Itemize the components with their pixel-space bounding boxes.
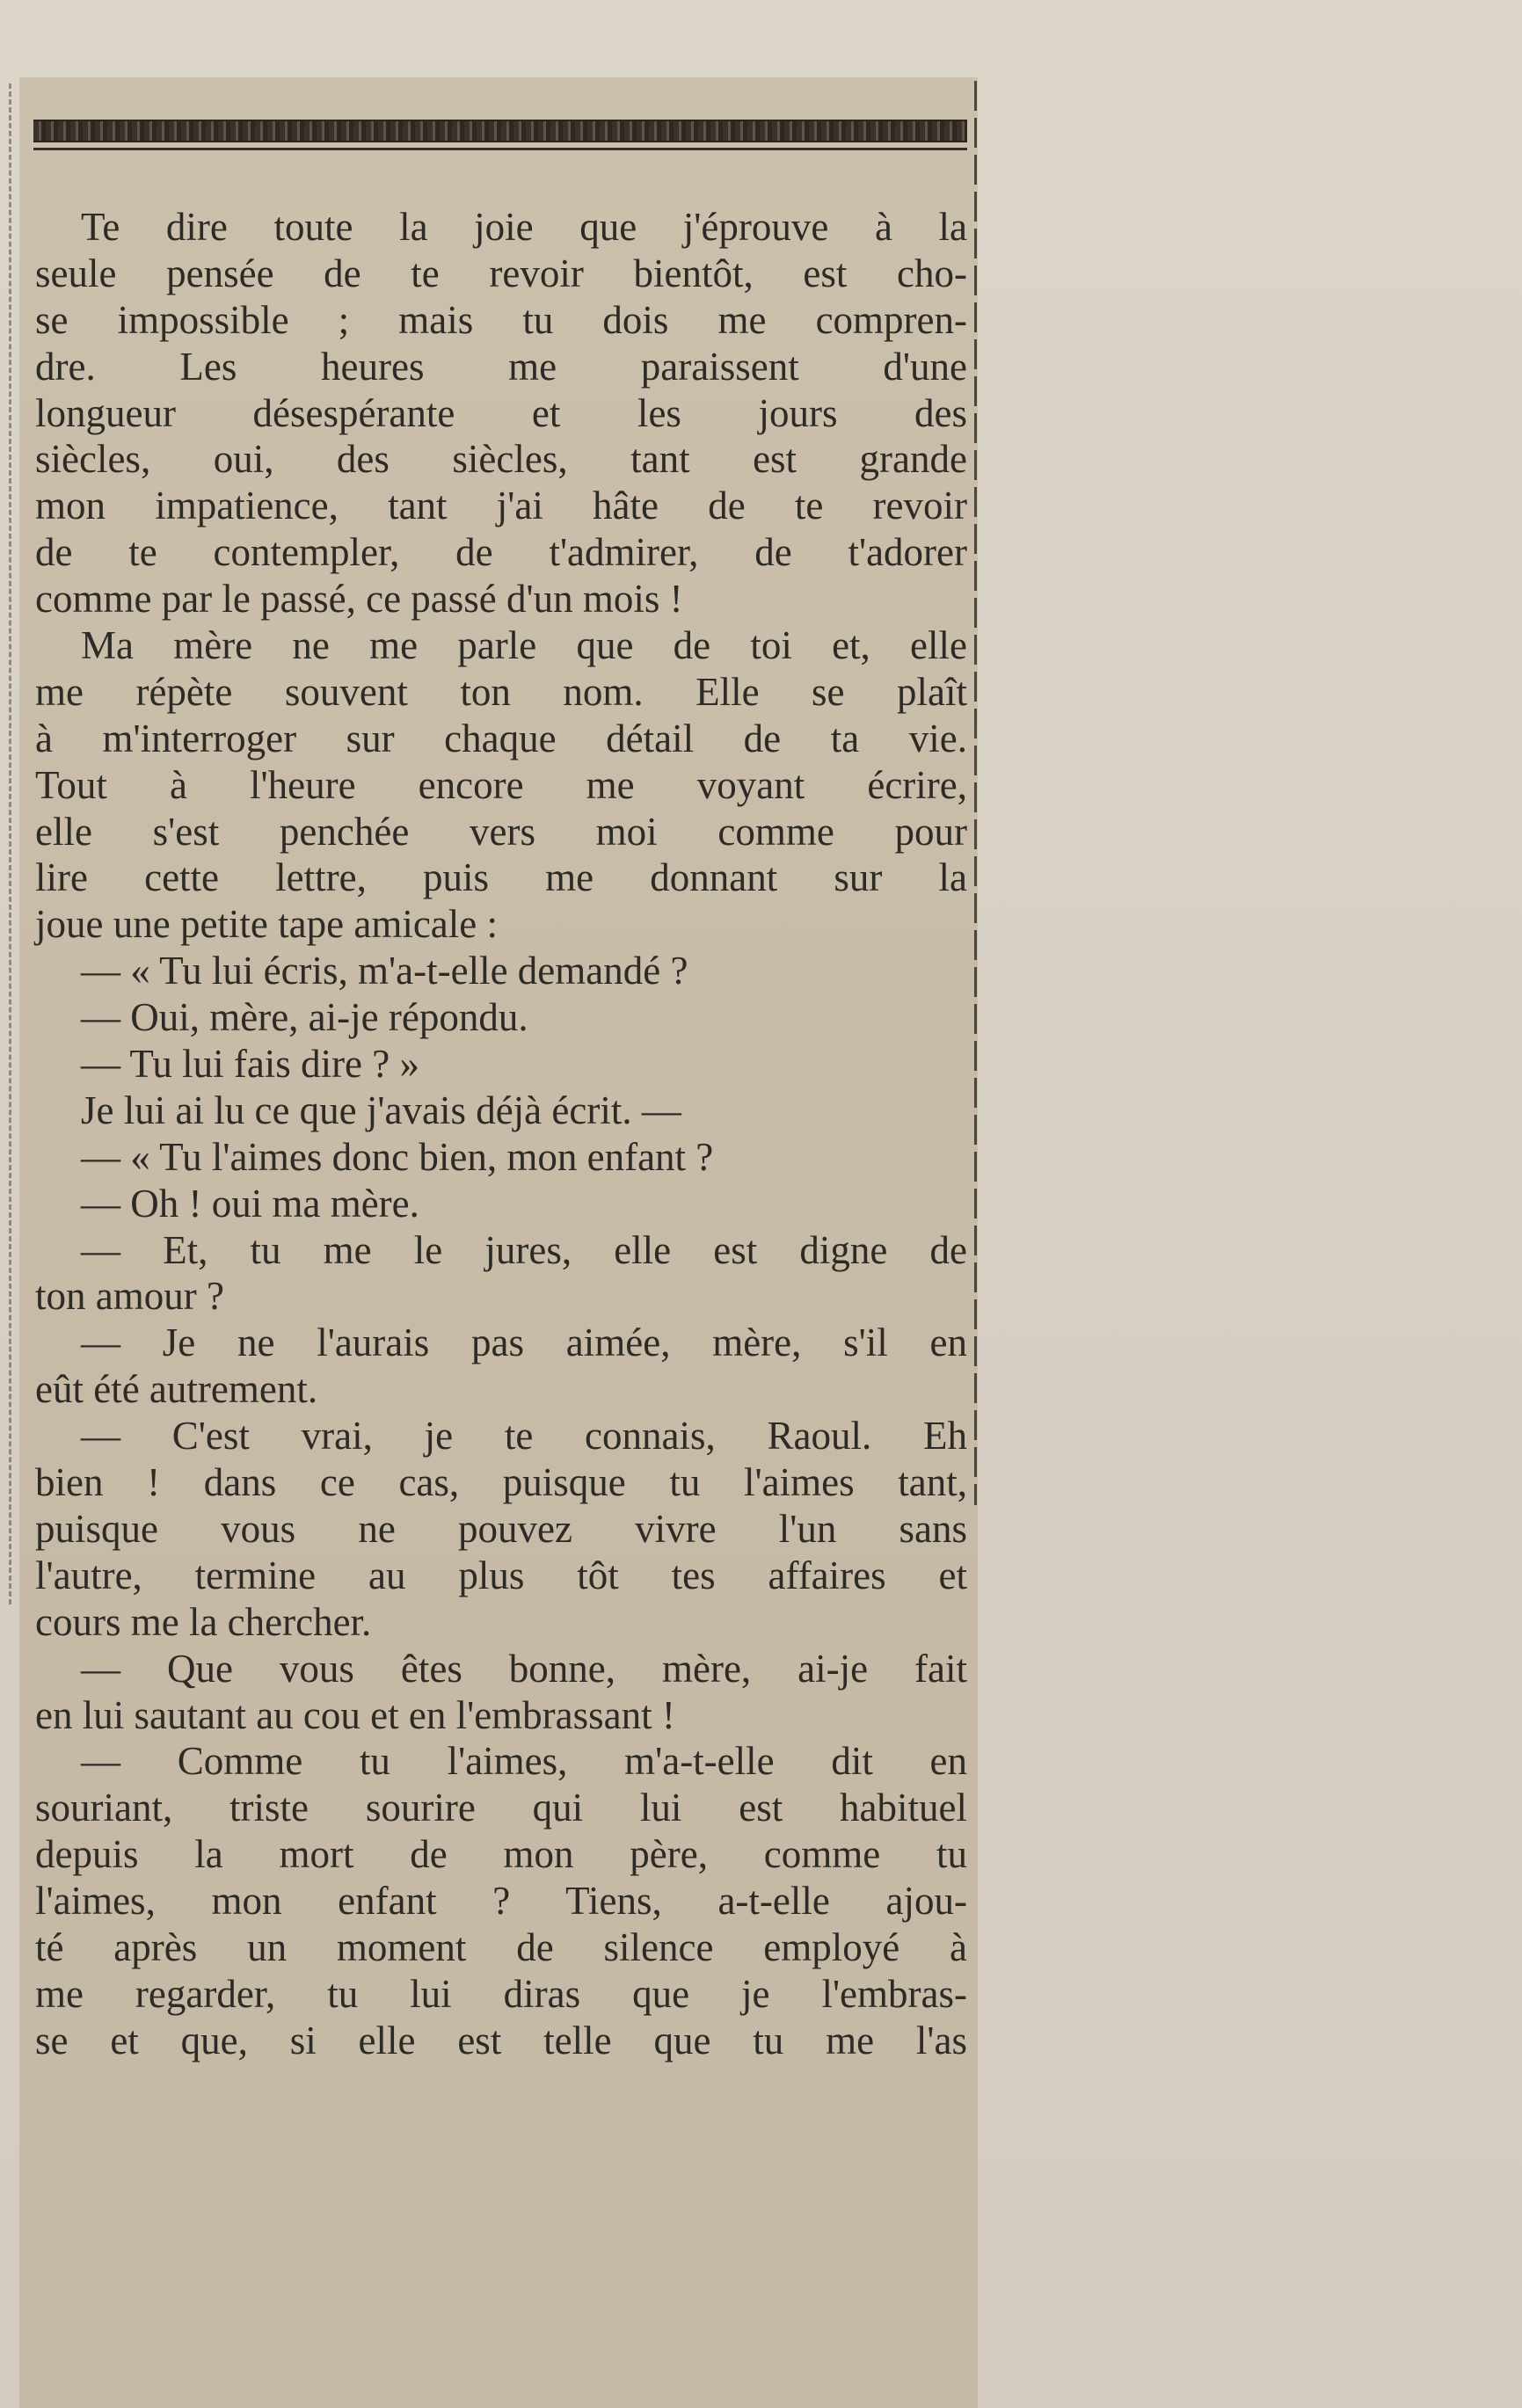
text-line: elle s'est penchée vers moi comme pour: [35, 809, 967, 854]
text-line: de te contempler, de t'admirer, de t'adorer: [35, 530, 967, 575]
text-line: — « Tu l'aimes donc bien, mon enfant ?: [81, 1134, 714, 1179]
text-line: — Comme tu l'aimes, m'a-t-elle dit en: [81, 1739, 967, 1784]
text-line: — Tu lui fais dire ? »: [81, 1042, 420, 1087]
text-line: Te dire toute la joie que j'éprouve à la: [81, 205, 967, 249]
text-line: l'autre, termine au plus tôt tes affaires et: [35, 1553, 967, 1597]
article-text: [35, 204, 967, 2064]
text-line: se impossible ; mais tu dois me compren-: [35, 297, 967, 342]
text-line: cours me la chercher.: [35, 1599, 372, 1644]
clipping-left-edge: [9, 84, 14, 1604]
text-line: — Que vous êtes bonne, mère, ai-je fait: [81, 1646, 967, 1691]
text-line: Ma mère ne me parle que de toi et, elle: [81, 623, 967, 668]
text-line: joue une petite tape amicale :: [35, 902, 499, 947]
decorative-top-border: [33, 120, 967, 142]
text-line: l'aimes, mon enfant ? Tiens, a-t-elle ajou-: [35, 1879, 967, 1924]
column-rule: [974, 81, 977, 1505]
text-line: eût été autrement.: [35, 1367, 318, 1412]
text-line: — Oui, mère, ai-je répondu.: [81, 995, 528, 1040]
text-line: Je lui ai lu ce que j'avais déjà écrit. —: [81, 1088, 681, 1132]
text-line: mon impatience, tant j'ai hâte de te revoir: [35, 484, 967, 528]
text-line: me répète souvent ton nom. Elle se plaît: [35, 669, 967, 714]
text-line: seule pensée de te revoir bientôt, est cho-: [35, 251, 967, 295]
text-line: dre. Les heures me paraissent d'une: [35, 344, 967, 389]
text-line: comme par le passé, ce passé d'un mois !: [35, 577, 683, 622]
text-line: puisque vous ne pouvez vivre l'un sans: [35, 1506, 967, 1551]
text-line: Tout à l'heure encore me voyant écrire,: [35, 762, 967, 807]
text-line: — Oh ! oui ma mère.: [81, 1181, 419, 1226]
text-line: — C'est vrai, je te connais, Raoul. Eh: [81, 1414, 967, 1459]
text-line: depuis la mort de mon père, comme tu: [35, 1832, 967, 1877]
text-line: — « Tu lui écris, m'a-t-elle demandé ?: [81, 949, 688, 993]
text-line: siècles, oui, des siècles, tant est grande: [35, 437, 967, 482]
text-line: lire cette lettre, puis me donnant sur la: [35, 855, 967, 900]
text-line: — Et, tu me le jures, elle est digne de: [81, 1227, 967, 1272]
text-line: — Je ne l'aurais pas aimée, mère, s'il en: [81, 1320, 967, 1365]
text-line: me regarder, tu lui diras que je l'embras-: [35, 1971, 967, 2016]
text-line: en lui sautant au cou et en l'embrassant !: [35, 1692, 675, 1737]
top-border-rule: [33, 148, 967, 150]
text-line: à m'interroger sur chaque détail de ta vie.: [35, 716, 967, 760]
text-line: se et que, si elle est telle que tu me l'as: [35, 2018, 967, 2062]
text-line: té après un moment de silence employé à: [35, 1924, 967, 1969]
text-line: longueur désespérante et les jours des: [35, 390, 967, 435]
text-line: ton amour ?: [35, 1274, 224, 1319]
text-line: souriant, triste sourire qui lui est habituel: [35, 1786, 967, 1830]
text-line: bien ! dans ce cas, puisque tu l'aimes tant,: [35, 1460, 967, 1505]
